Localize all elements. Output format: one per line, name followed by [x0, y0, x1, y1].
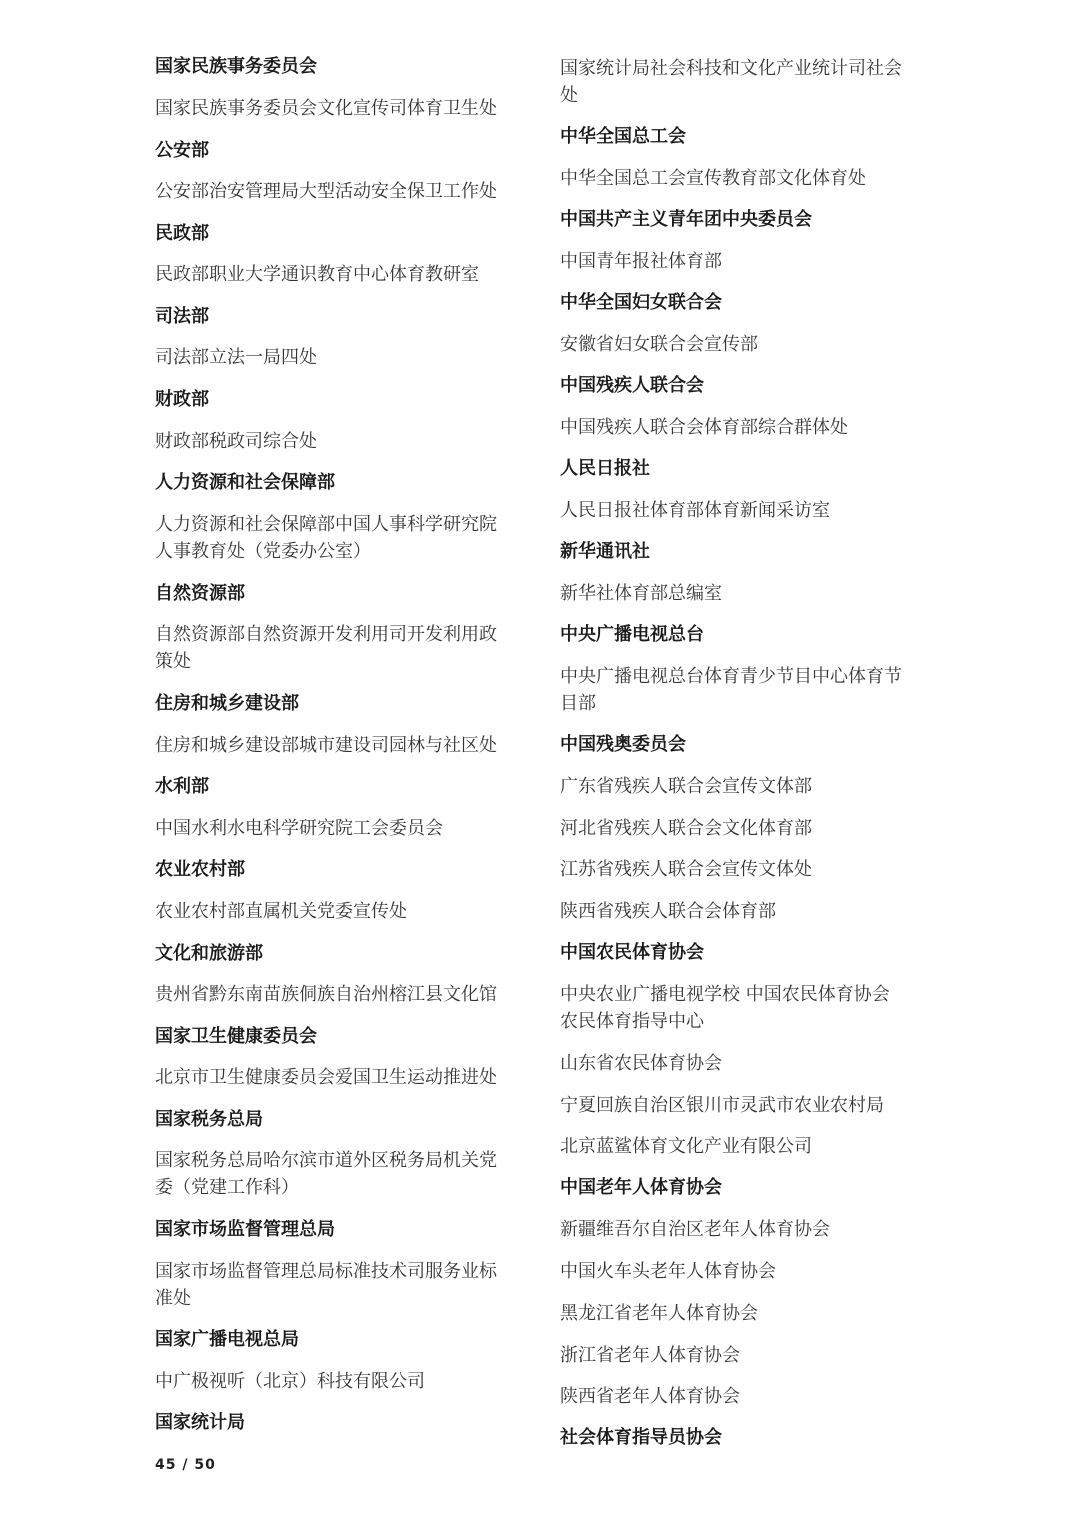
list-item: 农业农村部直属机关党委宣传处 [155, 901, 407, 922]
list-item: 国家民族事务委员会文化宣传司体育卫生处 [155, 98, 497, 119]
list-item-continued: 目部 [560, 693, 596, 714]
list-item: 国家税务总局哈尔滨市道外区税务局机关党 [155, 1150, 497, 1171]
section-heading: 人民日报社 [560, 458, 650, 479]
list-item: 北京蓝鲨体育文化产业有限公司 [560, 1136, 812, 1157]
list-item: 黑龙江省老年人体育协会 [560, 1303, 758, 1324]
list-item: 山东省农民体育协会 [560, 1053, 722, 1074]
list-item: 国家市场监督管理总局标准技术司服务业标 [155, 1261, 497, 1282]
section-heading: 中国共产主义青年团中央委员会 [560, 209, 812, 230]
list-item-continued: 处 [560, 85, 578, 106]
list-item: 中央广播电视总台体育青少节目中心体育节 [560, 666, 902, 687]
list-item: 中国残疾人联合会体育部综合群体处 [560, 417, 848, 438]
section-heading: 公安部 [155, 140, 209, 161]
list-item: 司法部立法一局四处 [155, 347, 317, 368]
list-item: 中国青年报社体育部 [560, 251, 722, 272]
list-item: 中华全国总工会宣传教育部文化体育处 [560, 168, 866, 189]
list-item: 陕西省老年人体育协会 [560, 1386, 740, 1407]
list-item: 贵州省黔东南苗族侗族自治州榕江县文化馆 [155, 984, 497, 1005]
list-item: 河北省残疾人联合会文化体育部 [560, 818, 812, 839]
list-item: 住房和城乡建设部城市建设司园林与社区处 [155, 735, 497, 756]
section-heading: 文化和旅游部 [155, 943, 263, 964]
list-item: 江苏省残疾人联合会宣传文体处 [560, 859, 812, 880]
section-heading: 中国老年人体育协会 [560, 1177, 722, 1198]
list-item-continued: 策处 [155, 651, 191, 672]
section-heading: 国家市场监督管理总局 [155, 1219, 335, 1240]
list-item-continued: 委（党建工作科） [155, 1177, 299, 1198]
list-item: 浙江省老年人体育协会 [560, 1345, 740, 1366]
list-item: 中国水利水电科学研究院工会委员会 [155, 818, 443, 839]
section-heading: 中国农民体育协会 [560, 942, 704, 963]
section-heading: 农业农村部 [155, 859, 245, 880]
section-heading: 国家税务总局 [155, 1109, 263, 1130]
list-item: 人民日报社体育部体育新闻采访室 [560, 500, 830, 521]
list-item-continued: 准处 [155, 1288, 191, 1309]
list-item: 新华社体育部总编室 [560, 583, 722, 604]
list-item: 人力资源和社会保障部中国人事科学研究院 [155, 514, 497, 535]
section-heading: 国家统计局 [155, 1412, 245, 1433]
section-heading: 民政部 [155, 223, 209, 244]
list-item: 安徽省妇女联合会宣传部 [560, 334, 758, 355]
list-item: 国家统计局社会科技和文化产业统计司社会 [560, 58, 902, 79]
page-number: 45 / 50 [155, 1457, 216, 1473]
section-heading: 财政部 [155, 389, 209, 410]
list-item: 公安部治安管理局大型活动安全保卫工作处 [155, 181, 497, 202]
section-heading: 中华全国总工会 [560, 126, 686, 147]
section-heading: 中央广播电视总台 [560, 624, 704, 645]
section-heading: 水利部 [155, 776, 209, 797]
list-item: 陕西省残疾人联合会体育部 [560, 901, 776, 922]
list-item: 中广极视听（北京）科技有限公司 [155, 1371, 425, 1392]
section-heading: 中华全国妇女联合会 [560, 292, 722, 313]
section-heading: 新华通讯社 [560, 541, 650, 562]
list-item: 北京市卫生健康委员会爱国卫生运动推进处 [155, 1067, 497, 1088]
list-item: 广东省残疾人联合会宣传文体部 [560, 776, 812, 797]
section-heading: 国家卫生健康委员会 [155, 1026, 317, 1047]
list-item: 中央农业广播电视学校 中国农民体育协会 [560, 984, 890, 1005]
list-item-continued: 人事教育处（党委办公室） [155, 541, 371, 562]
list-item: 新疆维吾尔自治区老年人体育协会 [560, 1219, 830, 1240]
list-item: 中国火车头老年人体育协会 [560, 1261, 776, 1282]
section-heading: 司法部 [155, 306, 209, 327]
section-heading: 中国残疾人联合会 [560, 375, 704, 396]
section-heading: 国家广播电视总局 [155, 1329, 299, 1350]
section-heading: 人力资源和社会保障部 [155, 472, 335, 493]
list-item: 宁夏回族自治区银川市灵武市农业农村局 [560, 1095, 884, 1116]
list-item-continued: 农民体育指导中心 [560, 1011, 704, 1032]
section-heading: 社会体育指导员协会 [560, 1427, 722, 1448]
list-item: 自然资源部自然资源开发利用司开发利用政 [155, 624, 497, 645]
section-heading: 中国残奥委员会 [560, 734, 686, 755]
list-item: 民政部职业大学通识教育中心体育教研室 [155, 264, 479, 285]
section-heading: 国家民族事务委员会 [155, 56, 317, 77]
list-item: 财政部税政司综合处 [155, 431, 317, 452]
section-heading: 住房和城乡建设部 [155, 693, 299, 714]
section-heading: 自然资源部 [155, 583, 245, 604]
